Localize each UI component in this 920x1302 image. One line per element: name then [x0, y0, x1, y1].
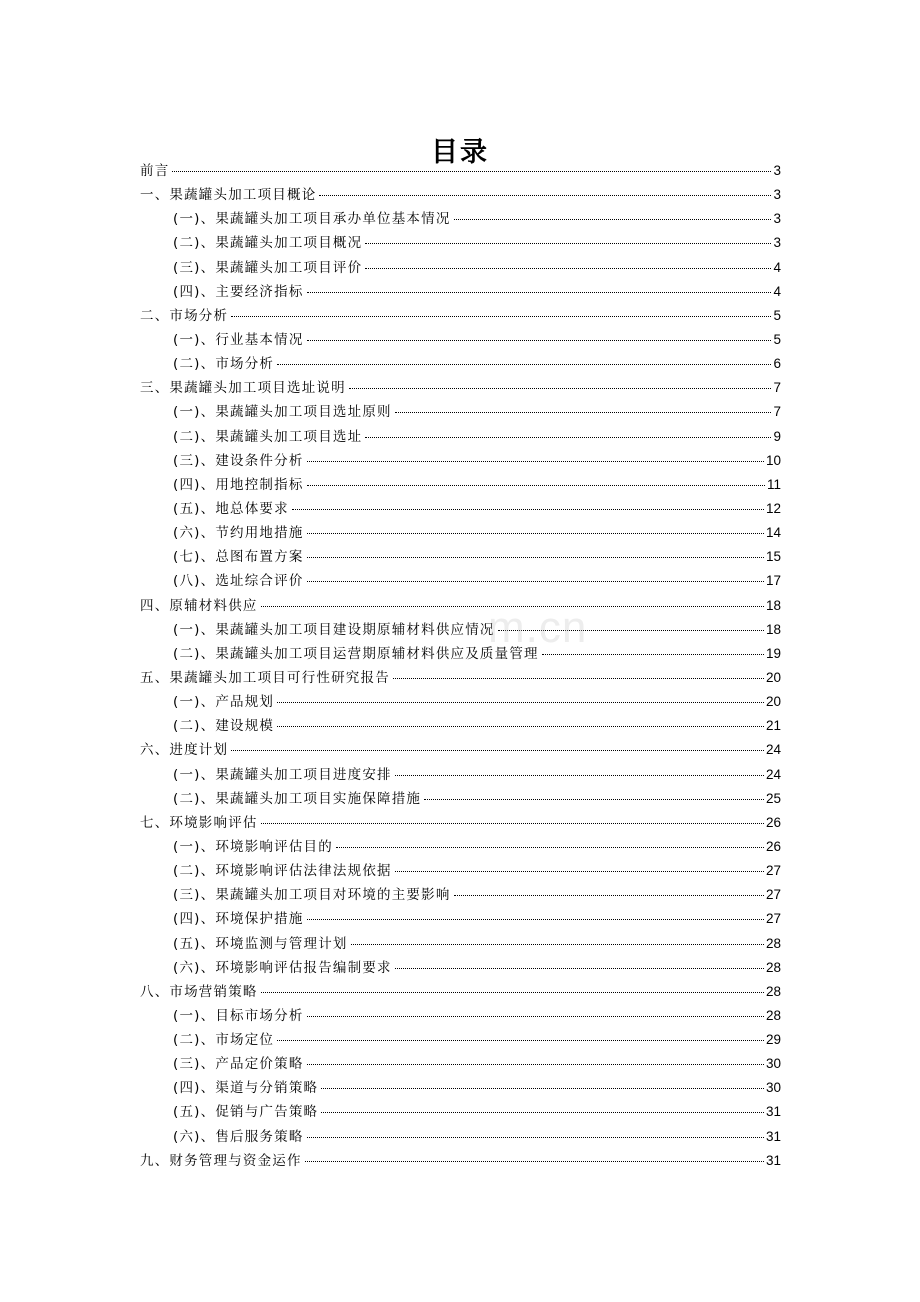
toc-entry-text: (四)、环境保护措施	[173, 911, 304, 928]
toc-entry-text: (四)、主要经济指标	[173, 283, 304, 300]
toc-page-number: 12	[765, 500, 781, 516]
toc-page-number: 24	[765, 742, 781, 758]
toc-entry[interactable]	[140, 1004, 781, 1028]
toc-page-number: 5	[773, 331, 781, 347]
toc-page-number: 18	[765, 621, 781, 637]
toc-leader-dots	[307, 291, 772, 293]
toc-entry-text: 七、环境影响评估	[140, 814, 258, 831]
toc-entry[interactable]	[140, 1125, 781, 1149]
toc-entry[interactable]	[140, 449, 781, 473]
toc-page-number: 11	[766, 476, 781, 492]
toc-entry[interactable]	[140, 352, 781, 376]
toc-entry[interactable]	[140, 497, 781, 521]
toc-entry-text: (一)、产品规划	[173, 694, 275, 711]
toc-page-number: 27	[765, 863, 781, 879]
toc-leader-dots	[395, 967, 764, 969]
toc-entry-text: (一)、果蔬罐头加工项目选址原则	[173, 404, 392, 421]
toc-leader-dots	[292, 508, 764, 510]
toc-entry[interactable]	[140, 666, 781, 690]
toc-page-number: 5	[773, 307, 781, 323]
toc-leader-dots	[307, 460, 764, 462]
toc-page-number: 30	[765, 1056, 781, 1072]
toc-page-number: 3	[773, 211, 781, 227]
toc-leader-dots	[277, 1039, 764, 1041]
toc-leader-dots	[454, 894, 764, 896]
toc-page-number: 28	[765, 935, 781, 951]
toc-leader-dots	[261, 822, 764, 824]
toc-leader-dots	[172, 170, 771, 172]
toc-entry-text: (二)、果蔬罐头加工项目选址	[173, 428, 363, 445]
toc-entry-text: 前言	[140, 163, 170, 179]
toc-leader-dots	[231, 315, 771, 317]
toc-entry-text: (三)、建设条件分析	[173, 452, 304, 469]
toc-entry[interactable]	[140, 1028, 781, 1052]
toc-leader-dots	[307, 339, 772, 341]
toc-page-number: 7	[773, 404, 781, 420]
toc-entry[interactable]	[140, 159, 781, 183]
toc-entry-text: 八、市场营销策略	[140, 983, 258, 1000]
toc-entry[interactable]	[140, 932, 781, 956]
toc-leader-dots	[307, 1015, 764, 1017]
toc-entry-text: (六)、售后服务策略	[173, 1128, 304, 1145]
watermark: m.cn	[488, 603, 588, 652]
toc-page-number: 24	[765, 766, 781, 782]
toc-entry[interactable]	[140, 907, 781, 931]
toc-leader-dots	[305, 1160, 764, 1162]
toc-leader-dots	[351, 943, 764, 945]
toc-leader-dots	[319, 194, 771, 196]
toc-leader-dots	[321, 1087, 764, 1089]
toc-entry[interactable]	[140, 1149, 781, 1173]
toc-leader-dots	[231, 749, 764, 751]
toc-entry-text: (二)、市场定位	[173, 1032, 275, 1049]
toc-leader-dots	[395, 411, 772, 413]
toc-leader-dots	[261, 605, 764, 607]
toc-entry[interactable]	[140, 280, 781, 304]
toc-entry[interactable]	[140, 304, 781, 328]
toc-leader-dots	[307, 1136, 764, 1138]
toc-entry-text: (五)、促销与广告策略	[173, 1104, 319, 1121]
toc-page-number: 4	[773, 259, 781, 275]
toc-entry-text: (四)、渠道与分销策略	[173, 1080, 319, 1097]
toc-entry-text: (三)、果蔬罐头加工项目评价	[173, 259, 363, 276]
toc-leader-dots	[307, 556, 764, 558]
toc-page-number: 28	[765, 983, 781, 999]
toc-entry-text: (五)、地总体要求	[173, 500, 289, 517]
toc-page-number: 15	[765, 549, 781, 565]
toc-page-number: 6	[773, 356, 781, 372]
toc-leader-dots	[365, 436, 771, 438]
table-of-contents	[140, 159, 781, 1173]
toc-entry-text: (八)、选址综合评价	[173, 573, 304, 590]
toc-page-number: 20	[765, 694, 781, 710]
toc-leader-dots	[307, 580, 764, 582]
toc-page-number: 17	[765, 573, 781, 589]
toc-entry-text: (二)、果蔬罐头加工项目概况	[173, 235, 363, 252]
toc-entry-text: (四)、用地控制指标	[173, 476, 304, 493]
toc-leader-dots	[542, 653, 764, 655]
toc-entry-text: (二)、建设规模	[173, 718, 275, 735]
toc-entry[interactable]	[140, 545, 781, 569]
toc-page-number: 25	[765, 790, 781, 806]
toc-entry[interactable]	[140, 207, 781, 231]
toc-entry[interactable]	[140, 256, 781, 280]
toc-leader-dots	[393, 677, 764, 679]
toc-page-number: 19	[765, 645, 781, 661]
toc-leader-dots	[277, 701, 764, 703]
toc-page-number: 29	[765, 1032, 781, 1048]
toc-leader-dots	[349, 387, 772, 389]
toc-page-number: 20	[765, 669, 781, 685]
toc-entry-text: (二)、环境影响评估法律法规依据	[173, 863, 392, 880]
toc-entry-text: (七)、总图布置方案	[173, 549, 304, 566]
toc-leader-dots	[498, 629, 764, 631]
toc-page-number: 28	[765, 959, 781, 975]
toc-page-number: 31	[765, 1128, 781, 1144]
toc-entry-text: (一)、果蔬罐头加工项目承办单位基本情况	[173, 211, 451, 228]
toc-entry-text: (一)、环境影响评估目的	[173, 838, 333, 855]
toc-entry[interactable]	[140, 738, 781, 762]
toc-leader-dots	[454, 218, 772, 220]
toc-page-number: 9	[773, 428, 781, 444]
toc-page-number: 7	[773, 380, 781, 396]
toc-page-number: 31	[765, 1104, 781, 1120]
toc-entry[interactable]	[140, 425, 781, 449]
toc-leader-dots	[307, 918, 764, 920]
toc-entry-text: (三)、产品定价策略	[173, 1056, 304, 1073]
toc-leader-dots	[395, 774, 764, 776]
toc-leader-dots	[277, 363, 771, 365]
toc-entry[interactable]	[140, 980, 781, 1004]
toc-leader-dots	[277, 725, 764, 727]
toc-page-number: 4	[773, 283, 781, 299]
toc-entry-text: 四、原辅材料供应	[140, 597, 258, 614]
toc-page-number: 21	[765, 718, 781, 734]
toc-entry[interactable]	[140, 714, 781, 738]
toc-entry[interactable]	[140, 594, 781, 618]
toc-leader-dots	[307, 484, 765, 486]
toc-entry-text: (六)、节约用地措施	[173, 525, 304, 542]
toc-page-number: 14	[765, 525, 781, 541]
toc-leader-dots	[395, 870, 764, 872]
toc-page-number: 27	[765, 911, 781, 927]
toc-entry-text: (二)、市场分析	[173, 356, 275, 373]
toc-entry[interactable]	[140, 569, 781, 593]
toc-title: 目录	[431, 137, 489, 169]
toc-entry-text: (一)、行业基本情况	[173, 331, 304, 348]
toc-page-number: 26	[765, 814, 781, 830]
toc-page-number: 3	[773, 187, 781, 203]
toc-page-number: 28	[765, 1007, 781, 1023]
toc-entry-text: (六)、环境影响评估报告编制要求	[173, 959, 392, 976]
toc-entry[interactable]	[140, 859, 781, 883]
toc-entry-text: (一)、果蔬罐头加工项目进度安排	[173, 766, 392, 783]
toc-leader-dots	[307, 532, 764, 534]
toc-entry-text: 三、果蔬罐头加工项目选址说明	[140, 380, 346, 397]
toc-entry[interactable]	[140, 835, 781, 859]
toc-entry-text: 六、进度计划	[140, 742, 229, 759]
toc-entry[interactable]	[140, 956, 781, 980]
toc-page-number: 3	[773, 235, 781, 251]
toc-page-number: 27	[765, 887, 781, 903]
toc-page-number: 30	[765, 1080, 781, 1096]
toc-entry[interactable]	[140, 231, 781, 255]
toc-entry[interactable]	[140, 883, 781, 907]
toc-leader-dots	[365, 267, 771, 269]
toc-entry[interactable]	[140, 1100, 781, 1124]
toc-entry[interactable]	[140, 690, 781, 714]
toc-entry-text: (三)、果蔬罐头加工项目对环境的主要影响	[173, 887, 451, 904]
toc-entry-text: (二)、果蔬罐头加工项目实施保障措施	[173, 790, 422, 807]
toc-leader-dots	[365, 242, 771, 244]
toc-leader-dots	[336, 846, 764, 848]
toc-entry[interactable]	[140, 787, 781, 811]
toc-entry-text: (一)、目标市场分析	[173, 1007, 304, 1024]
toc-entry[interactable]	[140, 400, 781, 424]
toc-entry-text: (一)、果蔬罐头加工项目建设期原辅材料供应情况	[173, 621, 495, 638]
toc-entry-text: 二、市场分析	[140, 307, 229, 324]
toc-entry-text: (五)、环境监测与管理计划	[173, 935, 348, 952]
toc-entry[interactable]	[140, 1052, 781, 1076]
toc-page-number: 3	[773, 163, 781, 178]
toc-page-number: 31	[765, 1152, 781, 1168]
toc-entry[interactable]	[140, 763, 781, 787]
toc-entry[interactable]	[140, 521, 781, 545]
toc-leader-dots	[424, 798, 764, 800]
toc-entry-text: 五、果蔬罐头加工项目可行性研究报告	[140, 669, 390, 686]
toc-entry[interactable]	[140, 811, 781, 835]
toc-entry[interactable]	[140, 183, 781, 207]
toc-entry-text: (二)、果蔬罐头加工项目运营期原辅材料供应及质量管理	[173, 645, 539, 662]
toc-page-number: 18	[765, 597, 781, 613]
toc-page-number: 10	[765, 452, 781, 468]
toc-leader-dots	[321, 1111, 764, 1113]
toc-entry[interactable]	[140, 618, 781, 642]
toc-entry[interactable]	[140, 376, 781, 400]
toc-page-number: 26	[765, 838, 781, 854]
toc-entry[interactable]	[140, 642, 781, 666]
toc-leader-dots	[307, 1063, 764, 1065]
toc-entry[interactable]	[140, 1076, 781, 1100]
toc-entry-text: 九、财务管理与资金运作	[140, 1152, 302, 1169]
toc-entry[interactable]	[140, 473, 781, 497]
toc-leader-dots	[261, 991, 764, 993]
toc-entry-text: 一、果蔬罐头加工项目概论	[140, 187, 317, 204]
toc-entry[interactable]	[140, 328, 781, 352]
